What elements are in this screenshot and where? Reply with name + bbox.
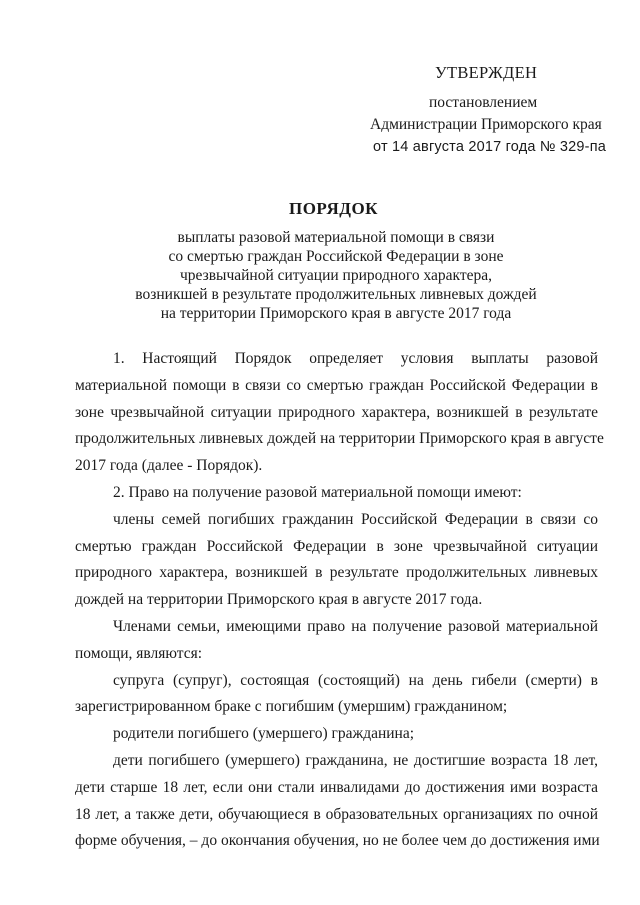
paragraph-3-line: смертью граждан Российской Федерации в зоне чрезвычайной ситуации — [75, 537, 598, 555]
paragraph-4-line: Членами семьи, имеющими право на получение разовой материальной — [113, 617, 598, 635]
subtitle-line: на территории Приморского края в августе 2017 года — [160, 305, 512, 322]
paragraph-7-line: 18 лет, а также дети, обучающиеся в образовательных организациях по очной — [75, 805, 598, 823]
paragraph-5-line: зарегистрированном браке с погибшим (умершим) гражданином; — [75, 698, 508, 716]
approval-title: УТВЕРЖДЕН — [435, 63, 538, 82]
paragraph-7-line: дети погибшего (умершего) гражданина, не достигшие возраста 18 лет, — [113, 751, 598, 769]
approval-date-number: от 14 августа 2017 года № 329-па — [373, 139, 607, 155]
subtitle-line: выплаты разовой материальной помощи в связи — [177, 229, 495, 246]
approval-authority: Администрации Приморского края — [370, 116, 602, 133]
paragraph-7-line: дети старше 18 лет, если они стали инвалидами до достижения ими возраста — [75, 778, 598, 796]
document-title: ПОРЯДОК — [288, 199, 378, 218]
paragraph-4-line: помощи, являются: — [75, 644, 203, 662]
document-subtitle — [0, 228, 640, 323]
paragraph-5-line: супруга (супруг), состоящая (состоящий) на день гибели (смерти) в — [113, 671, 598, 689]
document-body — [75, 346, 604, 855]
paragraph-3-line: природного характера, возникшей в результате продолжительных ливневых — [75, 564, 598, 582]
paragraph-2-line: 2. Право на получение разовой материальной помощи имеют: — [113, 483, 522, 501]
paragraph-1-line: продолжительных ливневых дождей на территории Приморского края в августе — [75, 430, 604, 448]
subtitle-line: чрезвычайной ситуации природного характера, — [179, 267, 493, 284]
approval-resolution-label: постановлением — [429, 94, 538, 111]
paragraph-3-line: дождей на территории Приморского края в августе 2017 года. — [75, 591, 483, 609]
subtitle-line: возникшей в результате продолжительных ливневых дождей — [135, 286, 537, 303]
paragraph-6-line: родители погибшего (умершего) гражданина; — [113, 725, 415, 743]
paragraph-3-line: члены семей погибших гражданин Российской Федерации в связи со — [113, 510, 598, 528]
paragraph-1-line: зоне чрезвычайной ситуации природного характера, возникшей в результате — [75, 403, 598, 421]
paragraph-1-line: 2017 года (далее - Порядок). — [75, 457, 263, 475]
paragraph-1-line: 1. Настоящий Порядок определяет условия выплаты разовой — [113, 350, 598, 367]
subtitle-line: со смертью граждан Российской Федерации в зоне — [168, 248, 504, 265]
paragraph-7-line: форме обучения, – до окончания обучения, но не более чем до достижения ими — [75, 832, 600, 850]
paragraph-1-line: материальной помощи в связи со смертью граждан Российской Федерации в — [75, 376, 598, 394]
